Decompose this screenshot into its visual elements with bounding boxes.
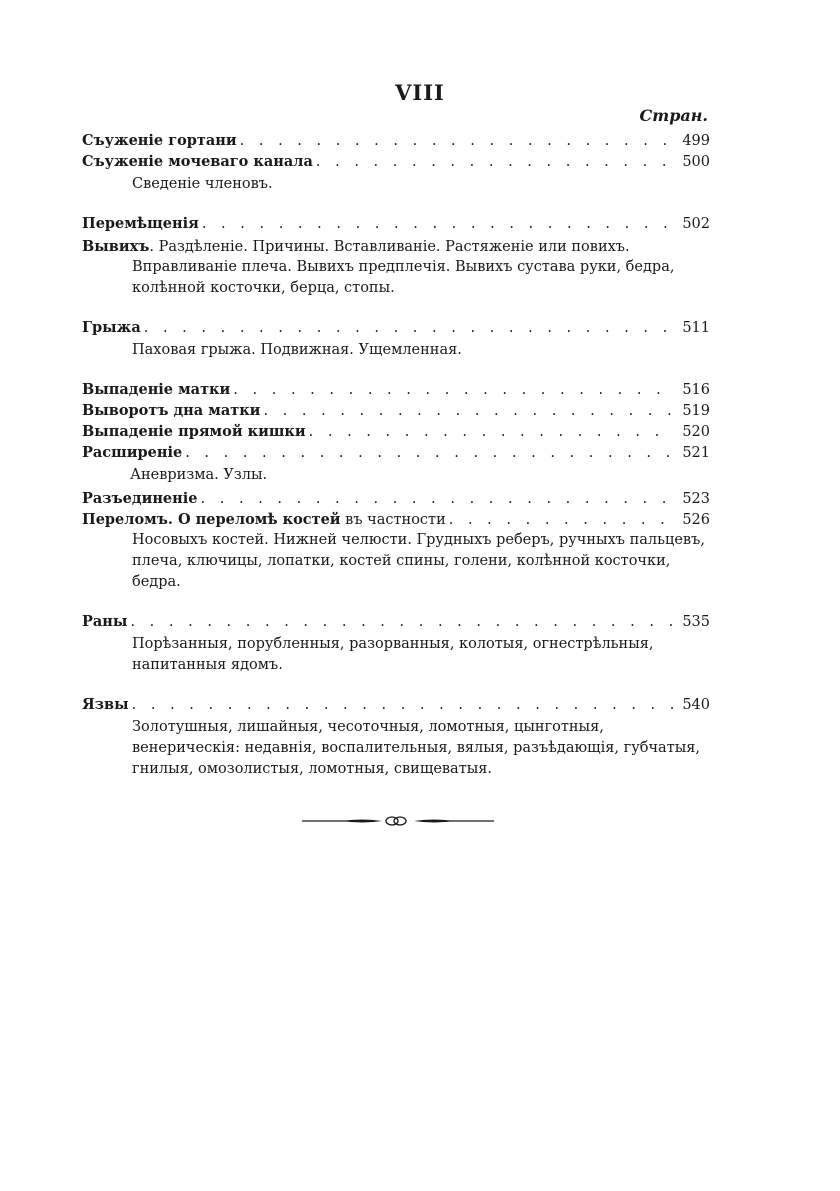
toc-entry (82, 421, 710, 442)
toc-entry (82, 379, 710, 400)
leader-dots (185, 443, 675, 464)
entry-page: 526 (682, 512, 710, 528)
entry-title: Грыжа (82, 319, 141, 336)
entry-page: 500 (682, 154, 710, 170)
entry-page: 535 (682, 614, 710, 630)
entry-subtopics: Паховая грыжа. Подвижная. Ущемленная. (132, 342, 462, 358)
entry-title (82, 509, 446, 531)
leader-dots (233, 380, 675, 401)
column-heading: Стран. (639, 106, 708, 125)
toc-entry (82, 213, 710, 234)
toc-entry (82, 151, 710, 172)
leader-dots (132, 695, 675, 716)
entry-page: 519 (682, 403, 710, 419)
entry-subtopics: Порѣзанныя, порубленныя, разорванныя, колотыя, огнестрѣльныя, напитанныя ядомъ. (132, 636, 654, 673)
entry-title: Выпаденіе прямой кишки (82, 423, 306, 440)
toc-entry (82, 400, 710, 421)
entry-title-bold: Вывихъ (82, 238, 150, 255)
toc-entry (82, 509, 710, 530)
entry-subtopics: Носовыхъ костей. Нижней челюсти. Грудныхъ реберъ, ручныхъ пальцевъ, плеча, ключицы, лопатки, костей спины, голени, колѣнной косточки, бедра. (132, 532, 705, 590)
leader-dots (240, 131, 675, 152)
entry-page: 521 (682, 445, 710, 461)
entry-title: Съуженіе гортани (82, 132, 237, 149)
toc-entry (82, 317, 710, 338)
entry-title: Язвы (82, 696, 129, 713)
entry-page: 499 (682, 133, 710, 149)
entry-page: 523 (682, 491, 710, 507)
entry-page: 516 (682, 382, 710, 398)
entry-page: 502 (682, 216, 710, 232)
entry-title: Выворотъ дна матки (82, 402, 261, 419)
entry-title-rest: . Раздѣленіе. Причины. Вставливаніе. Растяженіе или повихъ. (149, 239, 630, 255)
entry-title-rest: въ частности (340, 512, 446, 528)
page-number: VIII (395, 80, 445, 105)
leader-dots (449, 510, 675, 531)
entry-page: 511 (682, 320, 710, 336)
toc-entry (82, 488, 710, 509)
table-of-contents (82, 130, 710, 780)
leader-dots (316, 152, 675, 173)
entry-subtopics: Вправливаніе плеча. Вывихъ предплечія. Вывихъ сустава руки, бедра, колѣнной косточки, берца, стопы. (132, 259, 675, 296)
entry-title: Раны (82, 613, 128, 630)
entry-title (82, 236, 630, 258)
entry-title: Разъединеніе (82, 490, 198, 507)
entry-title: Расширеніе (82, 444, 183, 461)
entry-title: Перемѣщенія (82, 215, 199, 232)
leader-dots (309, 422, 675, 443)
toc-entry (82, 236, 710, 257)
leader-dots (130, 612, 675, 633)
leader-dots (144, 318, 675, 339)
entry-subtopics: Аневризма. Узлы. (130, 467, 268, 483)
entry-title-bold: Переломъ. О переломѣ костей (82, 511, 341, 528)
leader-dots (202, 214, 675, 235)
entry-title: Съуженіе мочеваго канала (82, 153, 313, 170)
entry-page: 540 (682, 697, 710, 713)
toc-entry (82, 130, 710, 151)
ornament-divider (302, 815, 494, 827)
entry-title: Выпаденіе матки (82, 381, 231, 398)
entry-subtopics: Золотушныя, лишайныя, чесоточныя, ломотныя, цынготныя, венерическія: недавнія, воспалительныя, вялыя, разъѣдающія, губчатыя, гнилыя, омозолистыя, ломотныя, свищеватыя. (132, 719, 701, 777)
leader-dots (263, 401, 675, 422)
toc-entry (82, 611, 710, 632)
leader-dots (201, 489, 675, 510)
toc-entry (82, 694, 710, 715)
entry-subtopics: Сведеніе членовъ. (132, 176, 273, 192)
toc-entry (82, 442, 710, 463)
entry-page: 520 (682, 424, 710, 440)
